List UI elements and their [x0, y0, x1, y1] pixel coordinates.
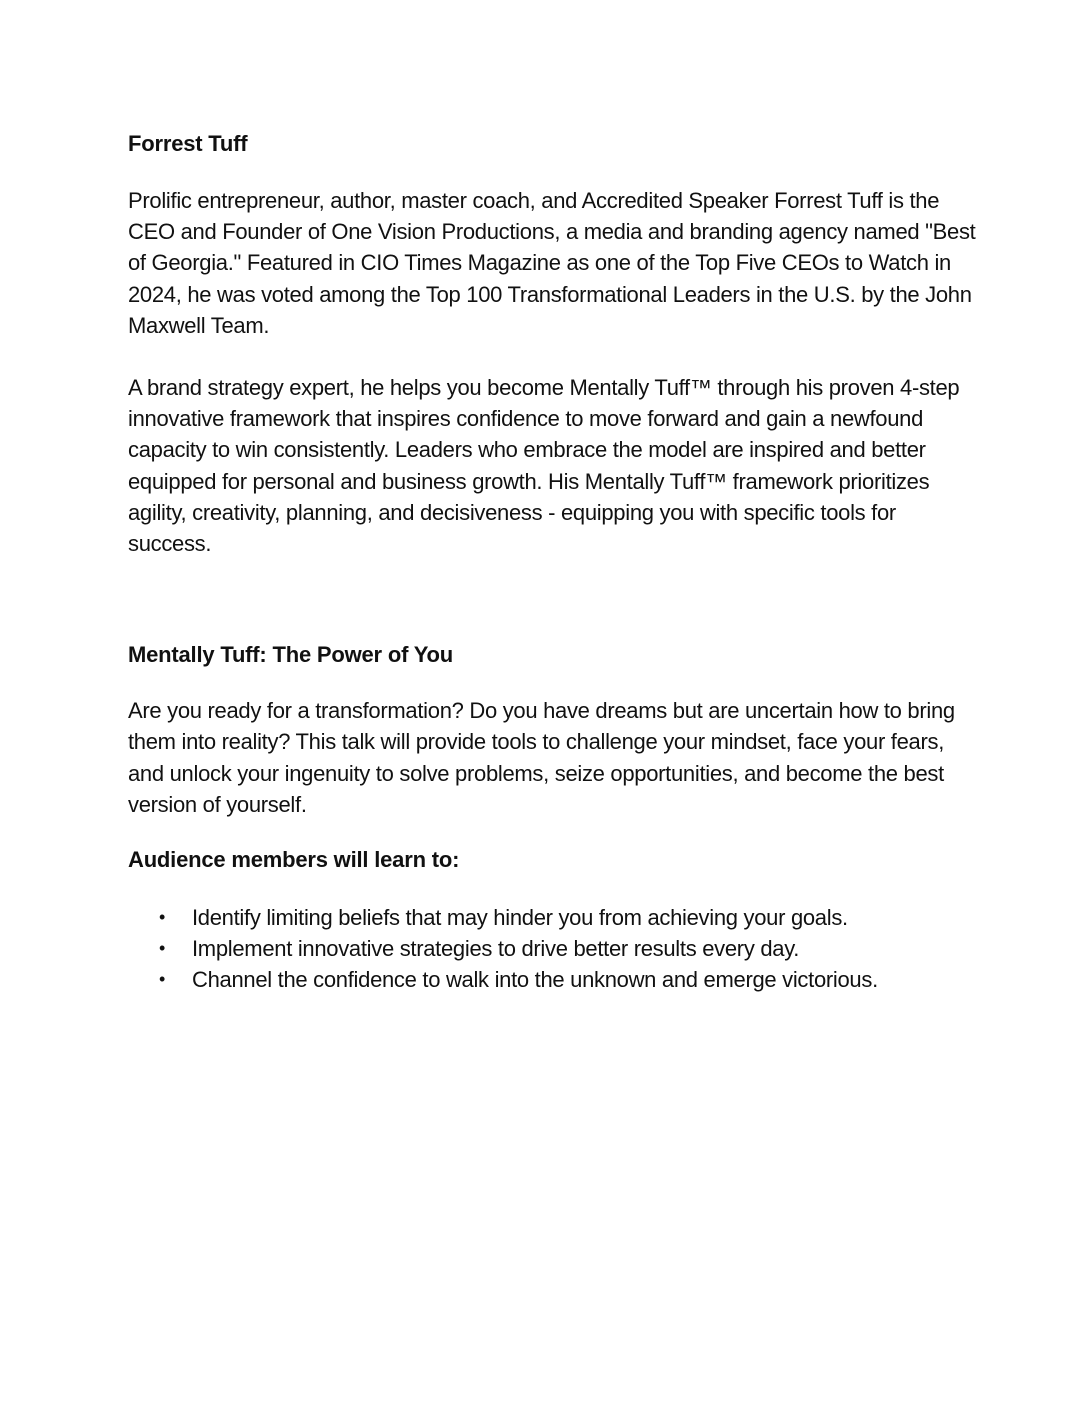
- bio-paragraph-1: Prolific entrepreneur, author, master coach, and Accredited Speaker Forrest Tuff is the CEO and Founder of One Vision Productions, a media and branding agency named "Best of Georgia." Featured in CIO Times Magazine as one of the Top Five CEOs to Watch in 2024, he was voted among the Top 100 Transformational Leaders in the U.S. by the John Maxwell Team.: [128, 188, 976, 338]
- talk-title-heading: Mentally Tuff: The Power of You: [128, 642, 454, 668]
- list-item-text: Identify limiting beliefs that may hinder you from achieving your goals.: [192, 905, 848, 931]
- learning-outcomes-list: [128, 902, 978, 995]
- bio-paragraph-2: A brand strategy expert, he helps you become Mentally Tuff™ through his proven 4-step innovative framework that inspires confidence to move forward and gain a newfound capacity to win consistently. Leaders who embrace the model are inspired and better equipped for personal and business growth. His Mentally Tuff™ framework prioritizes agility, creativity, planning, and decisiveness - equipping you with specific tools for success.: [128, 375, 960, 557]
- list-item-text: Implement innovative strategies to drive better results every day.: [192, 936, 800, 962]
- bullet-icon: •: [159, 969, 166, 990]
- list-item-text: Channel the confidence to walk into the unknown and emerge victorious.: [192, 967, 878, 993]
- document-page: [128, 128, 978, 995]
- learning-outcomes-heading: Audience members will learn to:: [128, 847, 460, 873]
- list-item: [128, 902, 978, 933]
- speaker-name-heading: Forrest Tuff: [128, 131, 248, 156]
- bullet-icon: •: [159, 907, 166, 928]
- list-item: [128, 964, 978, 995]
- list-item: [128, 933, 978, 964]
- talk-description: Are you ready for a transformation? Do you have dreams but are uncertain how to bring them into reality? This talk will provide tools to challenge your mindset, face your fears, and unlock your ingenuity to solve problems, seize opportunities, and become the best version of yourself.: [128, 698, 955, 817]
- bullet-icon: •: [159, 938, 166, 959]
